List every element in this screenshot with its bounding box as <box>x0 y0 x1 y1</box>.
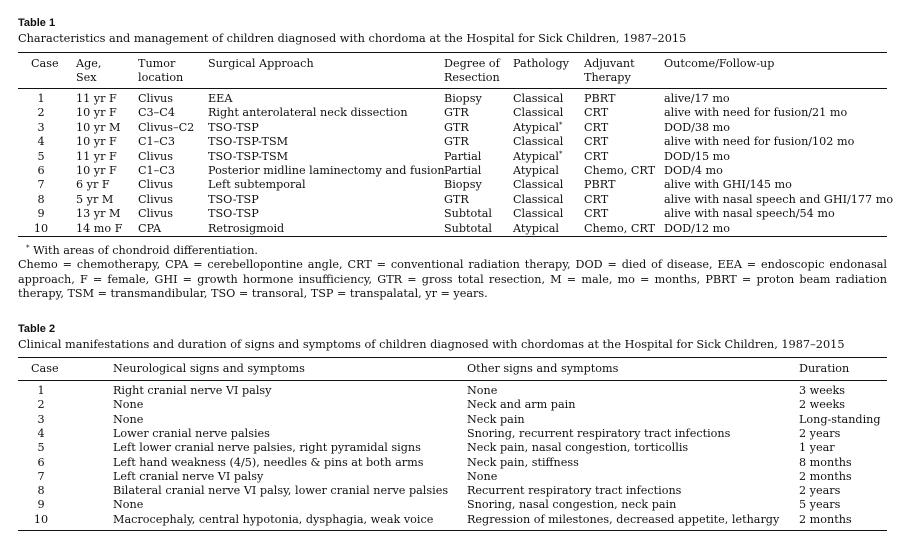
t1-row-therapy: CRT <box>584 106 609 119</box>
t1-row-resection: Subtotal <box>444 207 493 220</box>
t1-row-therapy: CRT <box>584 121 609 134</box>
t2-row-other: Recurrent respiratory tract infections <box>467 484 682 497</box>
t1-row-therapy: CRT <box>584 207 609 220</box>
t1-header-case: Case <box>31 57 59 70</box>
t2-row-neuro: Left lower cranial nerve palsies, right pyramidal signs <box>113 441 421 454</box>
t1-row-location: C3–C4 <box>138 106 175 119</box>
t1-row-outcome: alive with GHI/145 mo <box>664 178 792 191</box>
t1-row-case: 7 <box>37 178 45 191</box>
t2-header-duration: Duration <box>799 362 850 375</box>
t1-row-outcome: alive with need for fusion/102 mo <box>664 135 855 148</box>
t1-row-resection: Biopsy <box>444 92 482 105</box>
t1-row-outcome: alive with nasal speech and GHI/177 mo <box>664 193 894 206</box>
t1-row-outcome: DOD/12 mo <box>664 222 731 235</box>
t1-row-case: 9 <box>37 207 45 220</box>
table2-top-rule <box>18 357 887 358</box>
t1-row-age: 11 yr F <box>76 92 117 105</box>
t2-row-neuro: None <box>113 398 144 411</box>
t2-row-case: 10 <box>33 513 49 526</box>
t1-row-outcome: DOD/38 mo <box>664 121 731 134</box>
t2-row-other: Neck pain <box>467 413 525 426</box>
t1-header-tumor-line2: location <box>138 71 184 84</box>
table1-footnote-star <box>26 244 258 257</box>
t1-row-case: 10 <box>33 222 49 235</box>
t1-row-approach: EEA <box>208 92 233 105</box>
t2-row-case: 2 <box>37 398 45 411</box>
table1-bottom-rule <box>18 236 887 237</box>
t1-row-therapy: Chemo, CRT <box>584 164 656 177</box>
t1-row-location: Clivus–C2 <box>138 121 195 134</box>
t1-header-degree-line2: Resection <box>444 71 500 84</box>
t1-row-age: 6 yr F <box>76 178 110 191</box>
t1-row-case: 2 <box>37 106 45 119</box>
t1-row-therapy: Chemo, CRT <box>584 222 656 235</box>
t2-row-duration: 1 year <box>799 441 835 454</box>
table1-title: Characteristics and management of children diagnosed with chordoma at the Hospital for Sick Children, 1987–2015 <box>18 32 687 45</box>
t1-row-location: C1–C3 <box>138 135 175 148</box>
t2-row-other: Snoring, nasal congestion, neck pain <box>467 498 677 511</box>
t1-row-therapy: CRT <box>584 150 609 163</box>
t2-row-neuro: Right cranial nerve VI palsy <box>113 384 272 397</box>
table1-abbreviations: Chemo = chemotherapy, CPA = cerebellopontine angle, CRT = conventional radiation therapy, DOD = died of disease, EEA = endoscopic endonasal approach, F = female, GHI = growth hormone insufficiency, GTR = gross total resection, M = male, mo = months, PBRT = proton beam radiation therapy, TSM = transmandibular, TSO = transoral, TSP = transpalatal, yr = years. <box>18 258 887 300</box>
t1-row-case: 1 <box>37 92 45 105</box>
t1-row-pathology: Classical <box>513 106 564 119</box>
t2-row-duration: 2 years <box>799 427 841 440</box>
t1-row-outcome: DOD/4 mo <box>664 164 723 177</box>
t2-header-case: Case <box>31 362 59 375</box>
t1-row-case: 3 <box>37 121 45 134</box>
table1-label: Table 1 <box>18 17 56 29</box>
t2-row-duration: 2 months <box>799 470 852 483</box>
t2-header-neuro: Neurological signs and symptoms <box>113 362 305 375</box>
t1-row-age: 10 yr F <box>76 164 117 177</box>
t1-row-resection: Partial <box>444 150 482 163</box>
t1-row-age: 14 mo F <box>76 222 123 235</box>
t2-row-case: 7 <box>37 470 45 483</box>
t1-row-case: 8 <box>37 193 45 206</box>
t1-row-pathology: Classical <box>513 135 564 148</box>
t1-row-age: 13 yr M <box>76 207 121 220</box>
t1-row-therapy: CRT <box>584 135 609 148</box>
t1-row-resection: GTR <box>444 121 469 134</box>
t2-row-duration: 2 years <box>799 484 841 497</box>
t1-row-therapy: PBRT <box>584 92 616 105</box>
t2-row-duration: 3 weeks <box>799 384 846 397</box>
footnote-star-text: With areas of chondroid differentiation. <box>33 244 258 257</box>
t2-row-case: 6 <box>37 456 45 469</box>
t1-row-outcome: alive with nasal speech/54 mo <box>664 207 835 220</box>
footnote-asterisk: * <box>26 244 30 252</box>
t2-row-neuro: Macrocephaly, central hypotonia, dysphagia, weak voice <box>113 513 434 526</box>
t2-row-neuro: Lower cranial nerve palsies <box>113 427 270 440</box>
pathology-text: Atypical <box>513 121 559 134</box>
t1-row-approach: TSO-TSP-TSM <box>208 150 289 163</box>
t1-row-age: 10 yr M <box>76 121 121 134</box>
t2-row-duration: 2 weeks <box>799 398 846 411</box>
t1-row-resection: GTR <box>444 193 469 206</box>
t1-row-pathology <box>513 150 562 163</box>
t1-row-location: Clivus <box>138 207 173 220</box>
t2-row-case: 4 <box>37 427 45 440</box>
t1-header-age-line1: Age, <box>76 57 102 70</box>
t2-row-other: Neck pain, nasal congestion, torticollis <box>467 441 689 454</box>
t2-row-neuro: Bilateral cranial nerve VI palsy, lower cranial nerve palsies <box>113 484 449 497</box>
t1-header-adjuvant-line2: Therapy <box>584 71 631 84</box>
t1-row-age: 10 yr F <box>76 135 117 148</box>
t1-row-pathology: Atypical <box>513 222 559 235</box>
t2-row-neuro: None <box>113 498 144 511</box>
t1-header-outcome: Outcome/Follow-up <box>664 57 775 70</box>
t1-row-case: 6 <box>37 164 45 177</box>
t1-header-degree-line1: Degree of <box>444 57 500 70</box>
t1-row-approach: Right anterolateral neck dissection <box>208 106 408 119</box>
t1-row-resection: GTR <box>444 135 469 148</box>
pathology-text: Atypical <box>513 150 559 163</box>
t2-row-case: 1 <box>37 384 45 397</box>
t1-row-case: 4 <box>37 135 45 148</box>
t2-row-other: Snoring, recurrent respiratory tract infections <box>467 427 731 440</box>
t1-row-pathology: Classical <box>513 178 564 191</box>
t1-row-pathology <box>513 121 562 134</box>
t1-row-age: 11 yr F <box>76 150 117 163</box>
t1-row-pathology: Classical <box>513 92 564 105</box>
t2-row-case: 5 <box>37 441 45 454</box>
t1-row-resection: Partial <box>444 164 482 177</box>
t1-header-age-line2: Sex <box>76 71 97 84</box>
t2-row-neuro: Left cranial nerve VI palsy <box>113 470 264 483</box>
t1-row-pathology: Classical <box>513 207 564 220</box>
table2-label: Table 2 <box>18 323 56 335</box>
t2-row-duration: 5 years <box>799 498 841 511</box>
t1-row-therapy: PBRT <box>584 178 616 191</box>
t1-row-approach: Posterior midline laminectomy and fusion <box>208 164 445 177</box>
t2-row-duration: 2 months <box>799 513 852 526</box>
t1-row-approach: TSO-TSP <box>208 193 259 206</box>
t2-header-other: Other signs and symptoms <box>467 362 619 375</box>
t1-row-pathology: Atypical <box>513 164 559 177</box>
t1-row-location: Clivus <box>138 92 173 105</box>
t1-row-therapy: CRT <box>584 193 609 206</box>
t2-row-other: Neck and arm pain <box>467 398 576 411</box>
t1-row-location: Clivus <box>138 193 173 206</box>
t1-row-age: 5 yr M <box>76 193 114 206</box>
t2-row-case: 3 <box>37 413 45 426</box>
t1-row-age: 10 yr F <box>76 106 117 119</box>
table1-header-rule <box>18 88 887 89</box>
t1-row-resection: Subtotal <box>444 222 493 235</box>
t1-row-location: C1–C3 <box>138 164 175 177</box>
pathology-footnote-mark: * <box>558 150 563 158</box>
t1-header-surgical: Surgical Approach <box>208 57 314 70</box>
table2-header-rule <box>18 380 887 381</box>
t2-row-other: None <box>467 384 498 397</box>
t1-row-outcome: alive/17 mo <box>664 92 730 105</box>
t1-row-approach: Left subtemporal <box>208 178 306 191</box>
table2-title: Clinical manifestations and duration of signs and symptoms of children diagnosed with chordomas at the Hospital for Sick Children, 1987–2015 <box>18 338 845 351</box>
t2-row-other: None <box>467 470 498 483</box>
t2-row-case: 8 <box>37 484 45 497</box>
t1-row-approach: TSO-TSP <box>208 121 259 134</box>
t2-row-other: Regression of milestones, decreased appetite, lethargy <box>467 513 780 526</box>
t2-row-neuro: Left hand weakness (4/5), needles & pins at both arms <box>113 456 424 469</box>
t1-row-outcome: alive with need for fusion/21 mo <box>664 106 848 119</box>
t1-header-tumor-line1: Tumor <box>138 57 176 70</box>
t2-row-duration: Long-standing <box>799 413 881 426</box>
t1-row-approach: TSO-TSP-TSM <box>208 135 289 148</box>
t1-header-adjuvant-line1: Adjuvant <box>584 57 635 70</box>
t1-row-pathology: Classical <box>513 193 564 206</box>
t2-row-neuro: None <box>113 413 144 426</box>
table2-bottom-rule <box>18 530 887 531</box>
pathology-footnote-mark: * <box>558 121 563 129</box>
t2-row-case: 9 <box>37 498 45 511</box>
t1-row-approach: TSO-TSP <box>208 207 259 220</box>
t2-row-duration: 8 months <box>799 456 852 469</box>
t1-row-location: Clivus <box>138 150 173 163</box>
t2-row-other: Neck pain, stiffness <box>467 456 579 469</box>
t1-row-resection: Biopsy <box>444 178 482 191</box>
t1-row-location: Clivus <box>138 178 173 191</box>
t1-row-resection: GTR <box>444 106 469 119</box>
t1-row-case: 5 <box>37 150 45 163</box>
t1-row-approach: Retrosigmoid <box>208 222 285 235</box>
t1-header-pathology: Pathology <box>513 57 569 70</box>
t1-row-location: CPA <box>138 222 162 235</box>
table1-top-rule <box>18 52 887 53</box>
t1-row-outcome: DOD/15 mo <box>664 150 731 163</box>
